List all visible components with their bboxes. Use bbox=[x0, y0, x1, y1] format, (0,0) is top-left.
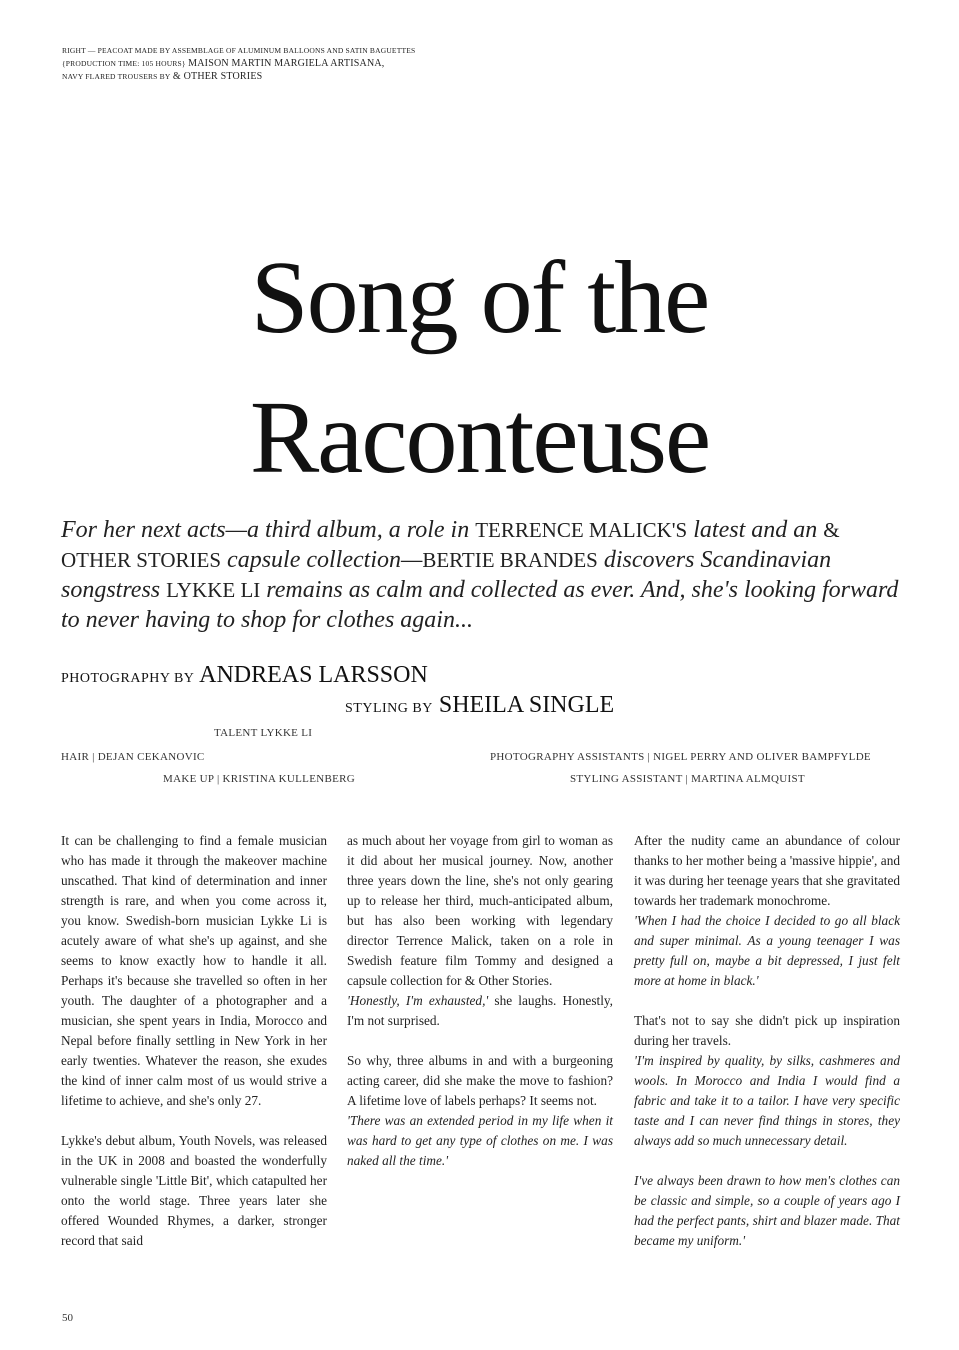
photo-assistants-credit: PHOTOGRAPHY ASSISTANTS | NIGEL PERRY AND OLIVER BAMPFYLDE bbox=[490, 751, 871, 763]
col3-quote-black: 'When I had the choice I decided to go all black and super minimal. As a young teenager I was pretty full on, maybe a bit depressed, I just felt more at home in black.' bbox=[634, 913, 900, 988]
col3-paragraph-1: After the nudity came an abundance of colour thanks to her mother being a 'massive hippie', and it was during her teenage years that she gravitated towards her trademark monochrome. bbox=[634, 833, 900, 908]
dek-name-malick: TERRENCE MALICK'S bbox=[475, 518, 688, 542]
photography-credit bbox=[61, 662, 428, 689]
title-line-1: Song of the bbox=[250, 240, 709, 355]
caption-designer: MAISON MARTIN MARGIELA ARTISANA, bbox=[188, 58, 385, 69]
article-dek bbox=[61, 515, 911, 635]
dek-name-lykke-li: LYKKE LI bbox=[166, 578, 261, 602]
col1-paragraph-1: It can be challenging to find a female musician who has made it through the makeover machine unscathed. That kind of determination and inner strength is rare, and when you come across it, you know. Swedish-born musician Lykke Li is acutely aware of what she's up against, and she seems to know exactly how to handle it all. Perhaps it's because she travelled so often in her youth. The daughter of a photographer and a musician, she spent years in India, Morocco and Nepal before finally settling in New York in her early twenties. Whatever the reason, she exudes the kind of inner calm most of us would strive a lifetime to achieve, and she's only 27. bbox=[61, 833, 327, 1108]
styling-credit bbox=[345, 692, 614, 719]
stylist-name: SHEILA SINGLE bbox=[438, 692, 615, 718]
dek-text-2: latest and an bbox=[687, 517, 824, 543]
caption-line-1: RIGHT — PEACOAT MADE BY ASSEMBLAGE OF ALUMINUM BALLOONS AND SATIN BAGUETTES bbox=[62, 46, 416, 55]
article-title bbox=[0, 228, 959, 508]
col3-quote-uniform: I've always been drawn to how men's clothes can be classic and simple, so a couple of years ago I had the perfect pants, shirt and blazer made. That became my uniform.' bbox=[634, 1173, 900, 1248]
caption-production-time: {PRODUCTION TIME: 105 HOURS} bbox=[62, 59, 186, 68]
body-column-1 bbox=[61, 831, 327, 1251]
col1-paragraph-2: Lykke's debut album, Youth Novels, was released in the UK in 2008 and boasted the wonderfully vulnerable single 'Little Bit', which catapulted her onto the world stage. Three years later she offered Wounded Rhymes, a darker, stronger record that said bbox=[61, 1133, 327, 1248]
hair-credit: HAIR | DEJAN CEKANOVIC bbox=[61, 751, 205, 763]
dek-text-3: capsule collection— bbox=[221, 547, 423, 573]
dek-name-other-stories: & OTHER STORIES bbox=[61, 518, 840, 572]
caption-trousers: NAVY FLARED TROUSERS BY bbox=[62, 72, 171, 81]
col2-paragraph-3: So why, three albums in and with a burgeoning acting career, did she make the move to fashion? A lifetime love of labels perhaps? It seems not. bbox=[347, 1053, 613, 1108]
talent-credit: TALENT LYKKE LI bbox=[214, 727, 313, 739]
col3-paragraph-3: That's not to say she didn't pick up inspiration during her travels. bbox=[634, 1013, 900, 1048]
title-line-2: Raconteuse bbox=[249, 380, 710, 495]
col3-quote-quality: 'I'm inspired by quality, by silks, cashmeres and wools. In Morocco and India I would find a fabric and take it to a tailor. I have very specific taste and I can never find things in stores, they always add so much unnecessary detail. bbox=[634, 1053, 900, 1148]
body-column-3 bbox=[634, 831, 900, 1271]
dek-text-1: For her next acts—a third album, a role in bbox=[61, 517, 476, 543]
styling-label: STYLING BY bbox=[345, 701, 433, 716]
dek-text-4: discovers Scandinavian songstress bbox=[61, 547, 832, 603]
col2-quote-naked: 'There was an extended period in my life when it was hard to get any type of clothes on me. I was naked all the time.' bbox=[347, 1113, 613, 1168]
photographer-name: ANDREAS LARSSON bbox=[199, 662, 428, 688]
page-number: 50 bbox=[62, 1312, 73, 1324]
dek-name-author: BERTIE BRANDES bbox=[422, 548, 598, 572]
col2-quote-exhausted: 'Honestly, I'm exhausted,' bbox=[347, 993, 489, 1008]
makeup-credit: MAKE UP | KRISTINA KULLENBERG bbox=[163, 773, 355, 785]
dek-text-5: remains as calm and collected as ever. And, she's looking forward to never having to shop for clothes again... bbox=[61, 577, 899, 633]
photography-label: PHOTOGRAPHY BY bbox=[61, 671, 195, 686]
col2-paragraph-1: as much about her voyage from girl to woman as it did about her musical journey. Now, another three years down the line, she's not only gearing up to release her third, much-anticipated album, but has also been working with legendary director Terrence Malick, taken on a role in Swedish feature film Tommy and designed a capsule collection for & Other Stories. bbox=[347, 833, 613, 988]
styling-assistant-credit: STYLING ASSISTANT | MARTINA ALMQUIST bbox=[570, 773, 805, 785]
col2-paragraph-2 bbox=[347, 991, 613, 1031]
photo-caption bbox=[62, 44, 582, 83]
col2-laughs: she laughs. Honestly, I'm not surprised. bbox=[347, 993, 613, 1028]
body-column-2 bbox=[347, 831, 613, 1191]
caption-brand: & OTHER STORIES bbox=[172, 71, 263, 82]
